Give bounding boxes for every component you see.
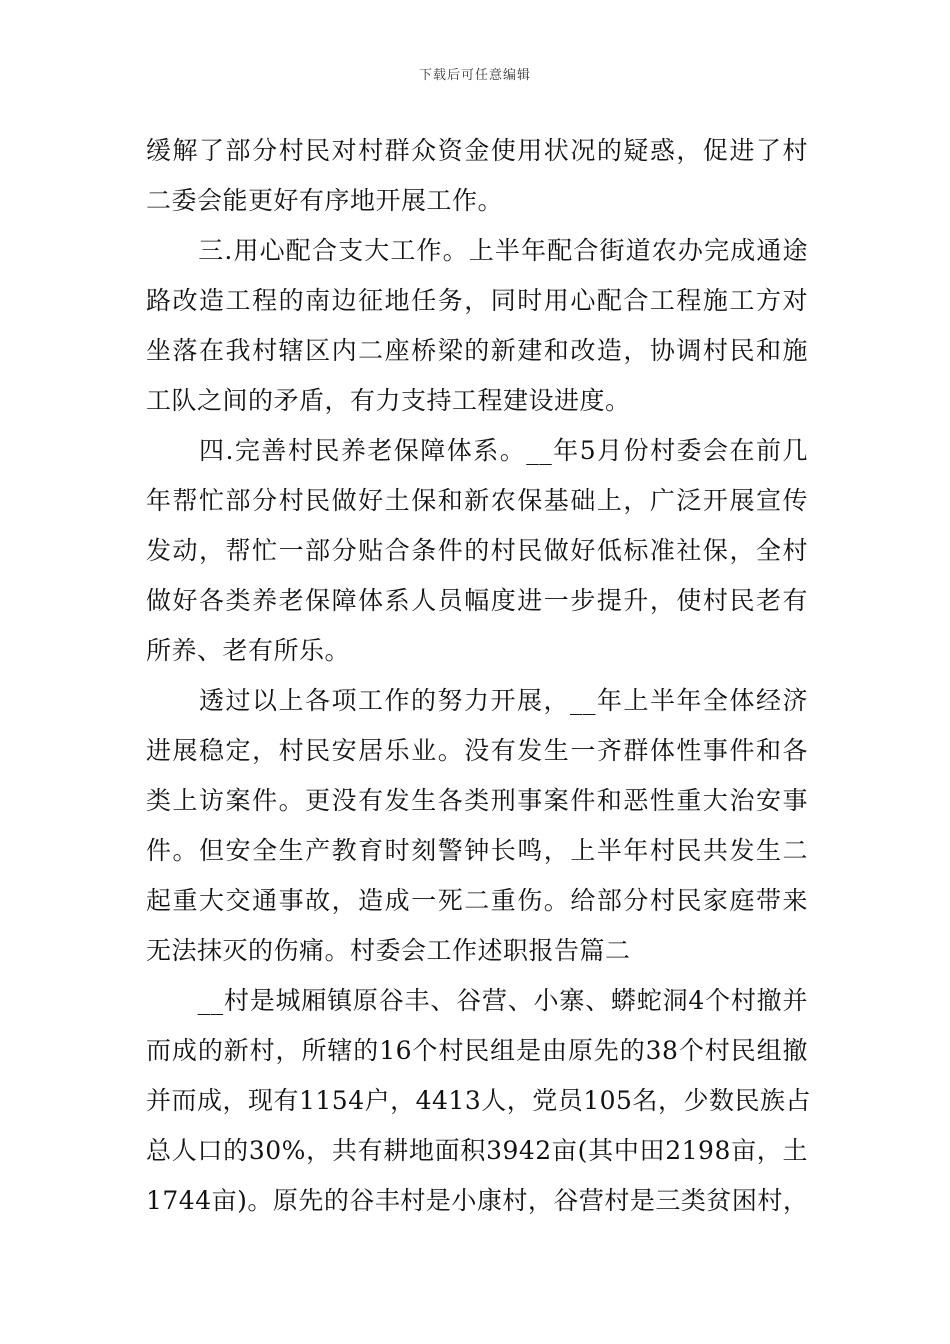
text-line: 二委会能更好有序地开展工作。 <box>146 186 504 215</box>
text-line: 1744亩)。原先的谷丰村是小康村，谷营村是三类贫困村， <box>146 1186 809 1215</box>
text-line: 四.完善村民养老保障体系。__年5月份村委会在前几 <box>146 436 808 465</box>
document-body <box>146 126 811 1226</box>
text-line: __村是城厢镇原谷丰、谷营、小寨、蟒蛇洞4个村撤并 <box>146 986 808 1015</box>
page-header: 下载后可任意编辑 <box>418 68 531 83</box>
text-line: 坐落在我村辖区内二座桥梁的新建和改造，协调村民和施 <box>146 336 808 365</box>
text-line: 而成的新村，所辖的16个村民组是由原先的38个村民组撤 <box>146 1036 808 1065</box>
text-line: 做好各类养老保障体系人员幅度进一步提升，使村民老有 <box>146 586 808 615</box>
text-line: 并而成，现有1154户，4413人，党员105名，少数民族占 <box>146 1086 811 1115</box>
text-line: 总人口的30%，共有耕地面积3942亩(其中田2198亩，土 <box>146 1136 808 1165</box>
text-line: 件。但安全生产教育时刻警钟长鸣，上半年村民共发生二 <box>146 836 808 865</box>
text-line: 起重大交通事故，造成一死二重伤。给部分村民家庭带来 <box>146 886 808 915</box>
text-line: 年帮忙部分村民做好土保和新农保基础上，广泛开展宣传 <box>146 486 808 515</box>
text-line: 所养、老有所乐。 <box>146 636 351 665</box>
text-line: 进展稳定，村民安居乐业。没有发生一齐群体性事件和各 <box>146 736 808 765</box>
text-line: 发动，帮忙一部分贴合条件的村民做好低标准社保，全村 <box>146 536 808 565</box>
text-line: 路改造工程的南边征地任务，同时用心配合工程施工方对 <box>146 286 808 315</box>
text-line: 工队之间的矛盾，有力支持工程建设进度。 <box>146 386 631 415</box>
text-line: 无法抹灭的伤痛。村委会工作述职报告篇二 <box>146 936 631 965</box>
text-line: 类上访案件。更没有发生各类刑事案件和恶性重大治安事 <box>146 786 808 815</box>
text-line: 透过以上各项工作的努力开展，__年上半年全体经济 <box>146 686 808 715</box>
text-line: 三.用心配合支大工作。上半年配合街道农办完成通途 <box>146 236 808 265</box>
text-line: 缓解了部分村民对村群众资金使用状况的疑惑，促进了村 <box>146 136 808 165</box>
